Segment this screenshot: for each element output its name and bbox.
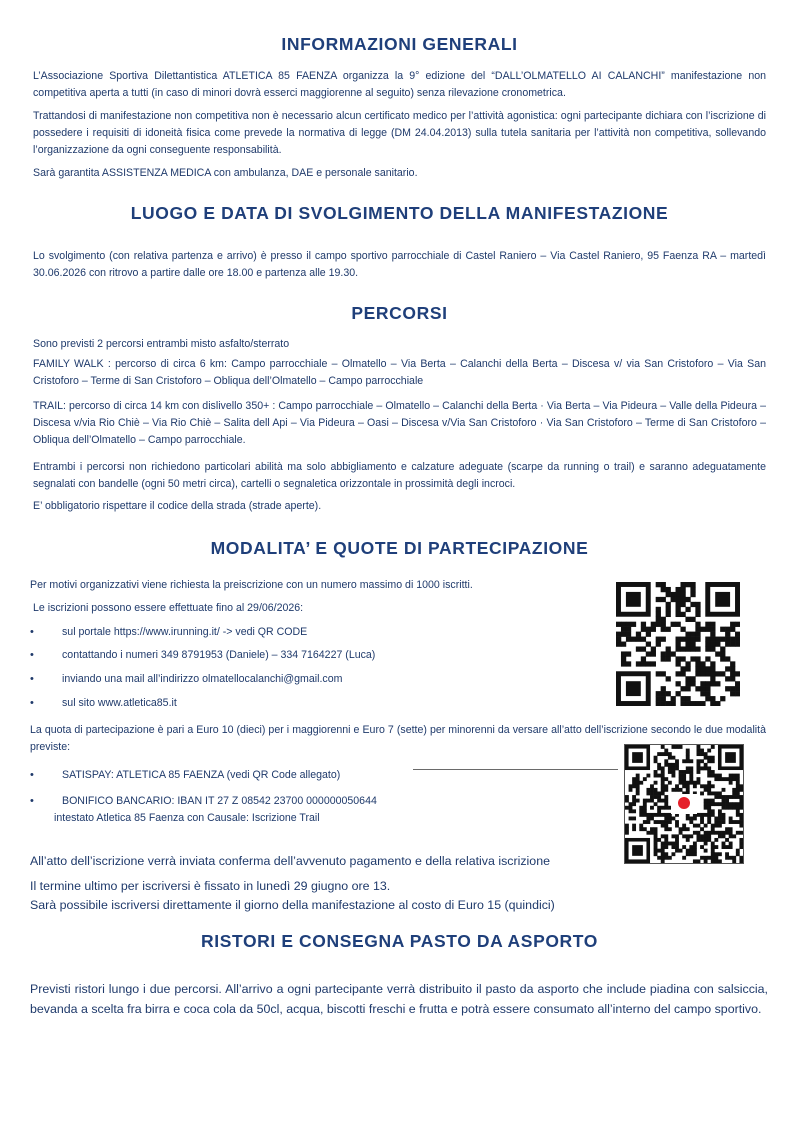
paragraph-termine: Il termine ultimo per iscriversi è fissato in lunedì 29 giugno ore 13. [30, 879, 391, 893]
paragraph-certificato: Trattandosi di manifestazione non competitiva non è necessario alcun certificato medico per l’attività agonistica: ogni partecipante dichiara con l’iscrizione di possedere i requisiti di idoneità fisica come prevede la normativa di legge (DM 24.04.2013) sulla tutela sanitaria per l’attività non competitiva, sollevando l’organizzazione da ogni conseguente responsabilità. [33, 110, 766, 156]
heading-percorsi: PERCORSI [351, 303, 448, 323]
bullet-icon: • [30, 673, 34, 685]
list-item-text: sul sito www.atletica85.it [62, 697, 177, 709]
paragraph-preiscrizione: Per motivi organizzativi viene richiesta la preiscrizione con un numero massimo di 1000 iscritti. [30, 579, 473, 591]
list-item-text: sul portale https://www.irunning.it/ -> vedi QR CODE [62, 626, 308, 638]
heading-informazioni-generali: INFORMAZIONI GENERALI [281, 34, 518, 54]
list-item-text: inviando una mail all’indirizzo olmatellocalanchi@gmail.com [62, 673, 343, 685]
list-item-text: SATISPAY: ATLETICA 85 FAENZA (vedi QR Code allegato) [62, 769, 341, 781]
heading-modalita-quote: MODALITA’ E QUOTE DI PARTECIPAZIONE [210, 538, 589, 558]
bullet-icon: • [30, 795, 34, 807]
heading-luogo-data: LUOGO E DATA DI SVOLGIMENTO DELLA MANIFESTAZIONE [130, 203, 669, 223]
paragraph-intro: L’Associazione Sportiva Dilettantistica ATLETICA 85 FAENZA organizza la 9° edizione del “DALL’OLMATELLO AI CALANCHI” manifestazione non competitiva aperta a tutti (in caso di minori dovrà esserci maggiorenne al seguito) senza rilevazione cronometrica. [33, 70, 766, 99]
list-item-text: BONIFICO BANCARIO: IBAN IT 27 Z 08542 23700 000000050644 [62, 795, 377, 807]
paragraph-quota: La quota di partecipazione è pari a Euro 10 (dieci) per i maggiorenni e Euro 7 (sette) per minorenni da versare all’atto dell’iscrizione secondo le due modalità previste: [30, 724, 766, 753]
paragraph-luogo: Lo svolgimento (con relativa partenza e arrivo) è presso il campo sportivo parrocchiale di Castel Raniero – Via Castel Raniero, 95 Faenza RA – martedì 30.06.2026 con ritrovo a partire dalle ore 18.00 e partenza alle 19.30. [33, 250, 766, 279]
bullet-icon: • [30, 626, 34, 638]
bullet-icon: • [30, 769, 34, 781]
list-item-text: contattando i numeri 349 8791953 (Daniele) – 334 7164227 (Luca) [62, 649, 376, 661]
paragraph-percorsi-intro: Sono previsti 2 percorsi entrambi misto asfalto/sterrato [33, 338, 290, 350]
paragraph-conferma: All’atto dell’iscrizione verrà inviata conferma dell’avvenuto pagamento e della relativa iscrizione [30, 854, 550, 868]
paragraph-abbigliamento: Entrambi i percorsi non richiedono particolari abilità ma solo abbigliamento e calzature adeguate (scarpe da running o trail) e saranno adeguatamente segnalati con bandelle (ogni 50 metri circa), cartelli o segnaletica orizzontale in prossimità degli incroci. [33, 461, 766, 490]
paragraph-intestato: intestato Atletica 85 Faenza con Causale: Iscrizione Trail [54, 812, 320, 824]
paragraph-assistenza: Sarà garantita ASSISTENZA MEDICA con ambulanza, DAE e personale sanitario. [33, 167, 418, 179]
qr-code-icon [616, 582, 740, 706]
paragraph-giorno-stesso: Sarà possibile iscriversi direttamente il giorno della manifestazione al costo di Euro 15 (quindici) [30, 898, 555, 912]
list-item [30, 767, 450, 783]
paragraph-ristori: Previsti ristori lungo i due percorsi. All’arrivo a ogni partecipante verrà distribuito il pasto da asporto che include piadina con salsiccia, bevanda a scelta fra birra e coca cola da 50cl, acqua, biscotti freschi e frutta e potrà essere consumato all’interno del campo sportivo. [30, 982, 768, 1016]
list-item [30, 624, 590, 640]
list-item [30, 671, 590, 687]
qr-code-satispay-icon [624, 744, 744, 864]
bullet-icon: • [30, 697, 34, 709]
paragraph-iscrizioni-fino: Le iscrizioni possono essere effettuate fino al 29/06/2026: [33, 602, 304, 614]
list-item [30, 695, 590, 711]
list-item [30, 793, 450, 809]
list-item [30, 647, 590, 663]
paragraph-codice-strada: E’ obbligatorio rispettare il codice della strada (strade aperte). [33, 500, 322, 512]
paragraph-trail: TRAIL: percorso di circa 14 km con dislivello 350+ : Campo parrocchiale – Olmatello – Calanchi della Berta · Via Berta – Via Pideura – Valle della Pideura – Discesa v/via Rio Chiè – Via Rio Chiè – Salita dell Api – Via Pideura – Oasi – Discesa v/Via San Cristoforo · Via San Cristoforo – Terme di San Cristoforo – Obliqua dell’Olmatello – Campo parrocchiale. [33, 400, 766, 446]
heading-ristori: RISTORI E CONSEGNA PASTO DA ASPORTO [201, 931, 598, 951]
bullet-icon: • [30, 649, 34, 661]
paragraph-family-walk: FAMILY WALK : percorso di circa 6 km: Campo parrocchiale – Olmatello – Via Berta – Calanchi della Berta – Discesa v/ via San Cristoforo – Via San Cristoforo – Terme di San Cristoforo – Obliqua dell’Olmatello – Campo parrocchiale [33, 358, 766, 387]
